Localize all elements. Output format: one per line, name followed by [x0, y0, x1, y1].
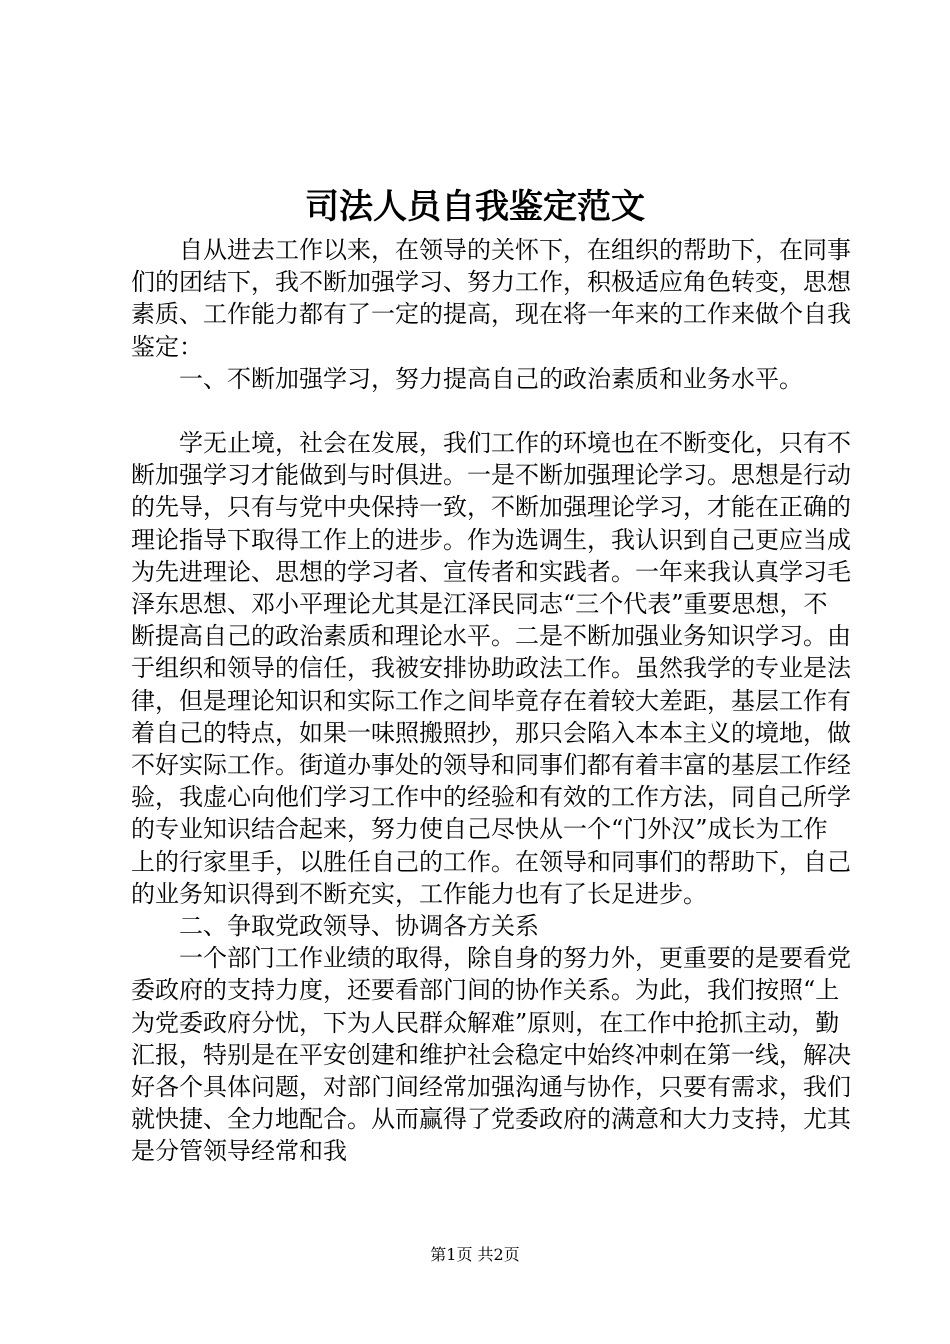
document-title: 司法人员自我鉴定范文 [305, 187, 645, 227]
section-heading-1: 一、不断加强学习，努力提高自己的政治素质和业务水平。 [179, 364, 803, 393]
document-body [131, 234, 851, 1168]
page-footer: 第1页 共2页 [430, 1245, 520, 1264]
paragraph-intro: 自从进去工作以来，在领导的关怀下，在组织的帮助下，在同事们的团结下，我不断加强学习、努力工作，积极适应角色转变，思想素质、工作能力都有了一定的提高，现在将一年来的工作来做个自我鉴定： [131, 236, 851, 361]
paragraph-coordination: 一个部门工作业绩的取得，除自身的努力外，更重要的是要看党委政府的支持力度，还要看部门间的协作关系。为此，我们按照“上为党委政府分忧，下为人民群众解难”原则，在工作中抢抓主动，勤汇报，特别是在平安创建和维护社会稳定中始终冲刺在第一线，解决好各个具体问题，对部门间经常加强沟通与协作，只要有需求，我们就快捷、全力地配合。从而赢得了党委政府的满意和大力支持，尤其是分管领导经常和我 [131, 944, 851, 1166]
paragraph-study: 学无止境，社会在发展，我们工作的环境也在不断变化，只有不断加强学习才能做到与时俱进。一是不断加强理论学习。思想是行动的先导，只有与党中央保持一致，不断加强理论学习，才能在正确的理论指导下取得工作上的进步。作为选调生，我认识到自己更应当成为先进理论、思想的学习者、宣传者和实践者。一年来我认真学习毛泽东思想、邓小平理论尤其是江泽民同志“三个代表”重要思想，不断提高自己的政治素质和理论水平。二是不断加强业务知识学习。由于组织和领导的信任，我被安排协助政法工作。虽然我学的专业是法律，但是理论知识和实际工作之间毕竟存在着较大差距，基层工作有着自己的特点，如果一味照搬照抄，那只会陷入本本主义的境地，做不好实际工作。街道办事处的领导和同事们都有着丰富的基层工作经验，我虚心向他们学习工作中的经验和有效的工作方法，同自己所学的专业知识结合起来，努力使自己尽快从一个“门外汉”成长为工作上的行家里手，以胜任自己的工作。在领导和同事们的帮助下，自己的业务知识得到不断充实，工作能力也有了长足进步。 [131, 429, 851, 908]
section-heading-2: 二、争取党政领导、协调各方关系 [179, 912, 539, 941]
